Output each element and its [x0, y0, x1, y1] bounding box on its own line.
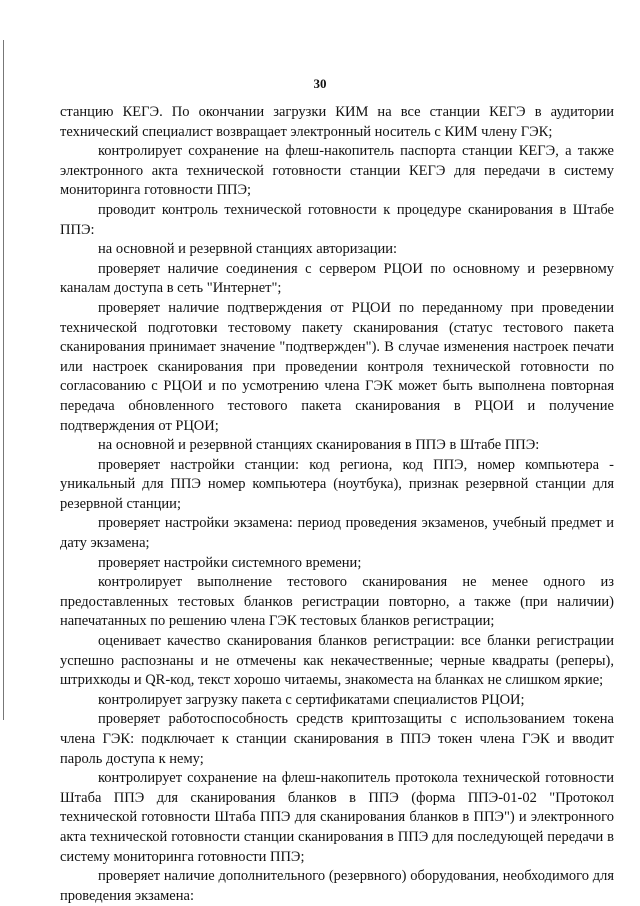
- paragraph: проверяет настройки станции: код региона, код ППЭ, номер компьютера - уникальный для ППЭ номер компьютера (ноутбука), признак резервной станции для резервной станции;: [60, 456, 614, 512]
- paragraph: контролирует сохранение на флеш-накопитель протокола технической готовности Штаба ППЭ для сканирования бланков в ППЭ (форма ППЭ-01-02 "Протокол технической готовности Штаба ППЭ для сканирования бланков в ППЭ") и электронного акта технической готовности станции сканирования в ППЭ для последующей передачи в систему мониторинга готовности ППЭ;: [60, 770, 614, 865]
- paragraph: проверяет наличие подтверждения от РЦОИ по переданному при проведении технической подготовки тестовому пакету сканирования (статус тестового пакета сканирования принимает значение "подтвержден"). В случае изменения настроек печати или настроек сканирования при проведении контроля технической готовности по согласованию с РЦОИ и по усмотрению члена ГЭК может быть выполнена повторная передача обновленного тестового пакета сканирования в РЦОИ и получение подтверждения от РЦОИ;: [60, 299, 614, 434]
- paragraph: проверяет наличие соединения с сервером РЦОИ по основному и резервному каналам доступа в сеть "Интернет";: [60, 260, 614, 297]
- paragraph: контролирует загрузку пакета с сертификатами специалистов РЦОИ;: [98, 691, 525, 708]
- scan-edge-line: [3, 40, 4, 720]
- paragraph: на основной и резервной станциях авторизации:: [98, 241, 398, 258]
- paragraph: проверяет наличие дополнительного (резервного) оборудования, необходимого для проведения экзамена:: [60, 868, 614, 904]
- paragraph: проверяет настройки системного времени;: [98, 554, 362, 571]
- page-number: 30: [313, 76, 327, 91]
- paragraph: проверяет настройки экзамена: период проведения экзаменов, учебный предмет и дату экзамена;: [60, 515, 614, 552]
- paragraph: проводит контроль технической готовности к процедуре сканирования в Штабе ППЭ:: [60, 201, 614, 238]
- paragraph: контролирует выполнение тестового сканирования не менее одного из предоставленных тестовых бланков регистрации повторно, а также (при наличии) напечатанных по решению члена ГЭК тестовых бланков регистрации;: [60, 574, 614, 630]
- paragraph: контролирует сохранение на флеш-накопитель паспорта станции КЕГЭ, а также электронного акта технической готовности станции КЕГЭ для передачи в систему мониторинга готовности ППЭ;: [60, 143, 614, 199]
- paragraph: оценивает качество сканирования бланков регистрации: все бланки регистрации успешно распознаны и не отмечены как некачественные; черные квадраты (реперы), штрихкоды и QR-код, текст хорошо читаемы, знакоместа на бланках не слишком яркие;: [60, 633, 614, 689]
- paragraph-continuation: станцию КЕГЭ. По окончании загрузки КИМ на все станции КЕГЭ в аудитории технический специалист возвращает электронный носитель с КИМ члену ГЭК;: [60, 104, 614, 140]
- document-body: [60, 103, 614, 906]
- paragraph: на основной и резервной станциях сканирования в ППЭ в Штабе ППЭ:: [98, 437, 540, 454]
- paragraph: проверяет работоспособность средств криптозащиты с использованием токена члена ГЭК: подключает к станции сканирования в ППЭ токен члена ГЭК и вводит пароль доступа к нему;: [60, 711, 614, 767]
